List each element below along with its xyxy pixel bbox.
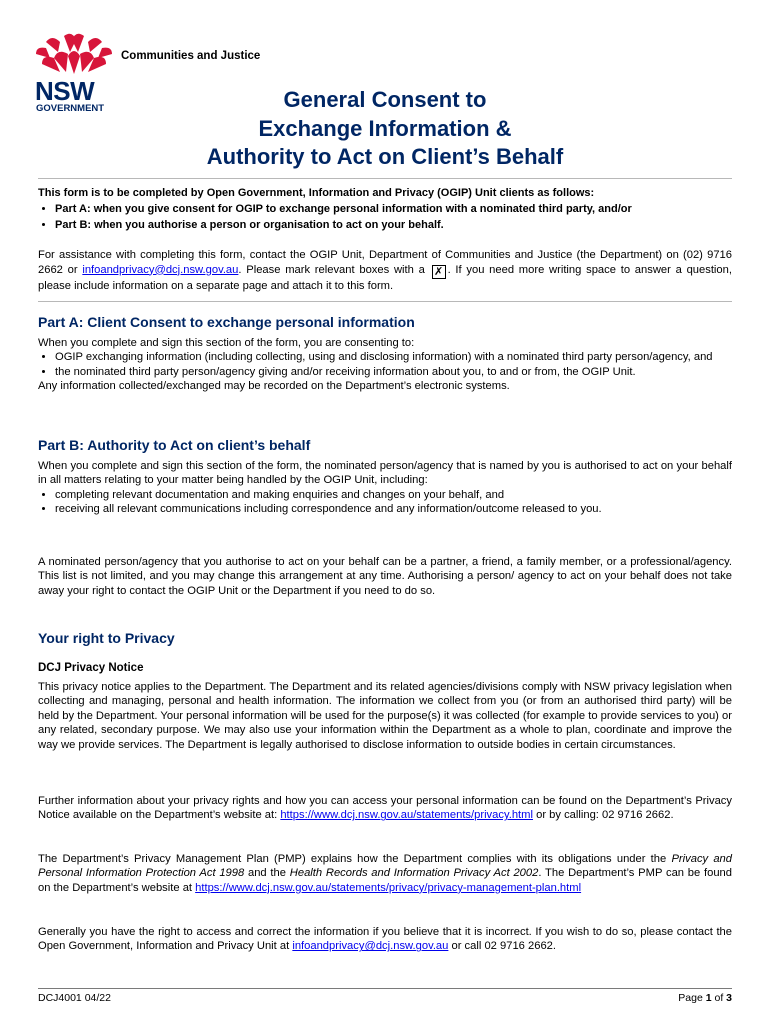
part-a-bullet-1: • OGIP exchanging information (including collecting, using and disclosing information) with a nominated third party person/agency, and — [55, 350, 732, 364]
assistance-paragraph — [38, 248, 732, 293]
intro-section — [38, 185, 738, 233]
privacy-para-2-tail: or by calling: 02 9716 2662. — [532, 809, 674, 822]
waratah-flower-icon — [30, 28, 120, 78]
page-word: Page — [678, 992, 706, 1004]
part-b-bullet-2: • receiving all relevant communications including correspondence and any information/outcome released to you. — [55, 502, 732, 516]
privacy-notice-link[interactable]: https://www.dcj.nsw.gov.au/statements/privacy.html — [280, 809, 533, 822]
privacy-para-2 — [38, 794, 732, 823]
part-a-footer: Any information collected/exchanged may be recorded on the Department’s electronic systems. — [38, 380, 510, 393]
divider — [38, 178, 732, 179]
privacy-plan-link[interactable]: https://www.dcj.nsw.gov.au/statements/privacy/privacy-management-plan.html — [195, 881, 582, 894]
privacy-para-2-text: Further information about your privacy rights and how you can access your personal information can be found on the Department’s Privacy Notice available on the Department’s website at: — [38, 795, 732, 822]
email-link[interactable]: infoandprivacy@dcj.nsw.gov.au — [82, 263, 239, 276]
act-name-hrip: Health Records and Information Privacy Act 2002 — [289, 867, 539, 880]
title-line-1: General Consent to — [283, 87, 487, 112]
intro-lead: This form is to be completed by Open Government, Information and Privacy (OGIP) Unit clients as follows: — [38, 187, 595, 199]
page-of: of — [711, 992, 727, 1004]
assist-text-1: For assistance with completing this form, contact the OGIP Unit, Department of Communities and Justice (the Department) on (02) 9716 2662 or — [38, 249, 732, 276]
footer-divider — [38, 988, 732, 989]
part-a-lead: When you complete and sign this section of the form, you are consenting to: — [38, 337, 415, 349]
form-title — [110, 86, 660, 172]
page-number: 1 — [705, 992, 712, 1004]
privacy-heading: Your right to Privacy — [38, 630, 175, 646]
title-line-2: Exchange Information & — [258, 115, 512, 141]
divider — [38, 301, 732, 302]
part-b-body — [38, 459, 732, 517]
part-a-heading: Part A: Client Consent to exchange personal information — [38, 314, 415, 330]
assist-text-3: . If you need more writing space to answer a question, please include information on a separate page and attach it to this form. — [38, 263, 732, 292]
assist-text-2: . Please mark relevant boxes with a — [238, 263, 430, 276]
page-indicator — [678, 992, 732, 1004]
act-name-ppip: Privacy and Personal Information Protection Act 1998 — [38, 853, 733, 880]
part-b-bullet-1: • completing relevant documentation and making enquiries and changes on your behalf, and — [55, 488, 732, 502]
title-line-3: Authority to Act on Client’s Behalf — [206, 144, 564, 169]
privacy-para-1: This privacy notice applies to the Department. The Department and its related agencies/divisions comply with NSW privacy legislation when collecting and managing, personal and health information. The information we collect from you (or from an authorised third party) will be held by the Department. Your personal information will be used for the purpose(s) it was collected (for example to provide services to you) or any related, secondary purpose. We may also use your information within the Department as a whole to plan, coordinate and improve the way we provide services. The Department is legally authorised to disclose information to outside bodies in certain circumstances. — [38, 681, 732, 751]
privacy-para-3-tail: . The Department’s PMP can be found on the Department’s website at — [38, 867, 733, 894]
privacy-para-4 — [38, 925, 732, 954]
part-b-heading: Part B: Authority to Act on client’s behalf — [38, 437, 311, 453]
privacy-para-3-text: The Department’s Privacy Management Plan (PMP) explains how the Department complies with its obligations under the — [38, 853, 672, 865]
part-a-body — [38, 336, 732, 394]
privacy-para-3 — [38, 852, 732, 895]
intro-bullet-part-a: • Part A: when you give consent for OGIP to exchange personal information with a nominated third party, and/or — [55, 201, 738, 217]
part-a-bullet-2: • the nominated third party person/agency giving and/or receiving information about you, to and or from, the OGIP Unit. — [55, 365, 732, 379]
contact-email-link[interactable]: infoandprivacy@dcj.nsw.gov.au — [292, 940, 449, 953]
privacy-subheading: DCJ Privacy Notice — [38, 662, 144, 674]
page-total: 3 — [726, 992, 732, 1004]
logo-wordmark: NSW — [35, 76, 95, 106]
privacy-para-4-tail: or call 02 9716 2662. — [448, 940, 556, 953]
privacy-para-4-text: Generally you have the right to access and correct the information if you believe that it is incorrect. If you wish to do so, please contact the Open Government, Information and Privacy Unit at — [38, 926, 732, 953]
privacy-para-3-and: and the — [244, 867, 290, 880]
part-b-lead: When you complete and sign this section of the form, the nominated person/agency that is named by you is authorised to act on your behalf in all matters relating to your matter being handled by the OGIP Unit, including: — [38, 460, 732, 487]
part-b-paragraph: A nominated person/agency that you authorise to act on your behalf can be a partner, a friend, a family member, or a professional/agency. This list is not limited, and you may change this arrangement at any time. Authorising a person/ agency to act on your behalf does not take away your right to contact the OGIP Unit or the Department if you need to do so. — [38, 556, 732, 597]
department-name: Communities and Justice — [121, 50, 261, 62]
intro-bullet-part-b: • Part B: when you authorise a person or organisation to act on your behalf. — [55, 217, 738, 233]
checkbox-example-icon: ✗ — [432, 265, 446, 279]
form-code: DCJ4001 04/22 — [38, 992, 111, 1004]
logo-subtitle: GOVERNMENT — [36, 103, 105, 114]
